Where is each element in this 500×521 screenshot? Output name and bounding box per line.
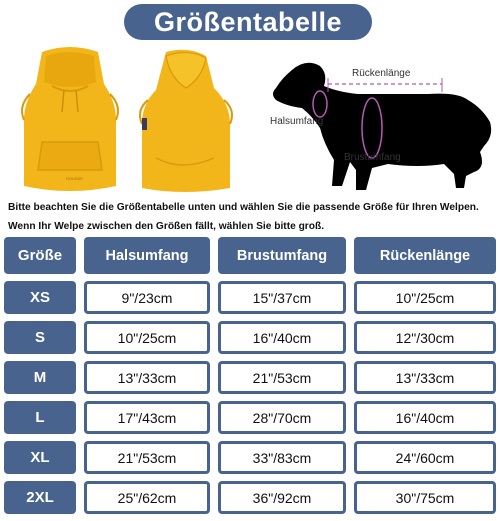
chest-cell: 15"/37cm [218, 281, 346, 314]
header-back: Rückenlänge [354, 237, 496, 274]
size-cell: XS [4, 281, 76, 314]
back-cell: 13"/33cm [354, 361, 496, 394]
size-cell: 2XL [4, 481, 76, 514]
neck-cell: 9"/23cm [84, 281, 210, 314]
brand-tag: HOUSSE [66, 176, 83, 181]
size-cell: L [4, 401, 76, 434]
table-row [4, 281, 496, 314]
neck-cell: 13"/33cm [84, 361, 210, 394]
table-row [4, 441, 496, 474]
back-cell: 24"/60cm [354, 441, 496, 474]
table-row [4, 401, 496, 434]
table-header-row [4, 237, 496, 274]
dog-measurement-diagram [268, 56, 500, 198]
neck-cell: 17"/43cm [84, 401, 210, 434]
table-row [4, 481, 496, 514]
back-cell: 30"/75cm [354, 481, 496, 514]
back-cell: 12"/30cm [354, 321, 496, 354]
hoodie-back-image [132, 48, 238, 196]
neck-label: Halsumfang [270, 116, 324, 127]
chest-cell: 28"/70cm [218, 401, 346, 434]
instruction-note-1: Bitte beachten Sie die Größentabelle unten und wählen Sie die passende Größe für Ihren Welpen. [8, 202, 479, 213]
back-length-label: Rückenlänge [352, 68, 411, 79]
size-cell: S [4, 321, 76, 354]
chest-label: Brustumfang [344, 152, 401, 163]
hoodie-front-image [12, 46, 128, 196]
size-cell: XL [4, 441, 76, 474]
header-size: Größe [4, 237, 76, 274]
neck-cell: 21"/53cm [84, 441, 210, 474]
chest-cell: 36"/92cm [218, 481, 346, 514]
page-title: Größentabelle [153, 6, 343, 37]
size-cell: M [4, 361, 76, 394]
size-table [4, 237, 496, 521]
neck-cell: 10"/25cm [84, 321, 210, 354]
chest-cell: 16"/40cm [218, 321, 346, 354]
chest-cell: 33"/83cm [218, 441, 346, 474]
instruction-note-2: Wenn Ihr Welpe zwischen den Größen fällt, wählen Sie bitte groß. [8, 221, 325, 232]
table-row [4, 361, 496, 394]
header-chest: Brustumfang [218, 237, 346, 274]
brand-label-icon [142, 118, 147, 130]
back-cell: 16"/40cm [354, 401, 496, 434]
neck-cell: 25"/62cm [84, 481, 210, 514]
table-row [4, 321, 496, 354]
back-cell: 10"/25cm [354, 281, 496, 314]
title-banner [124, 4, 372, 40]
header-neck: Halsumfang [84, 237, 210, 274]
chest-cell: 21"/53cm [218, 361, 346, 394]
